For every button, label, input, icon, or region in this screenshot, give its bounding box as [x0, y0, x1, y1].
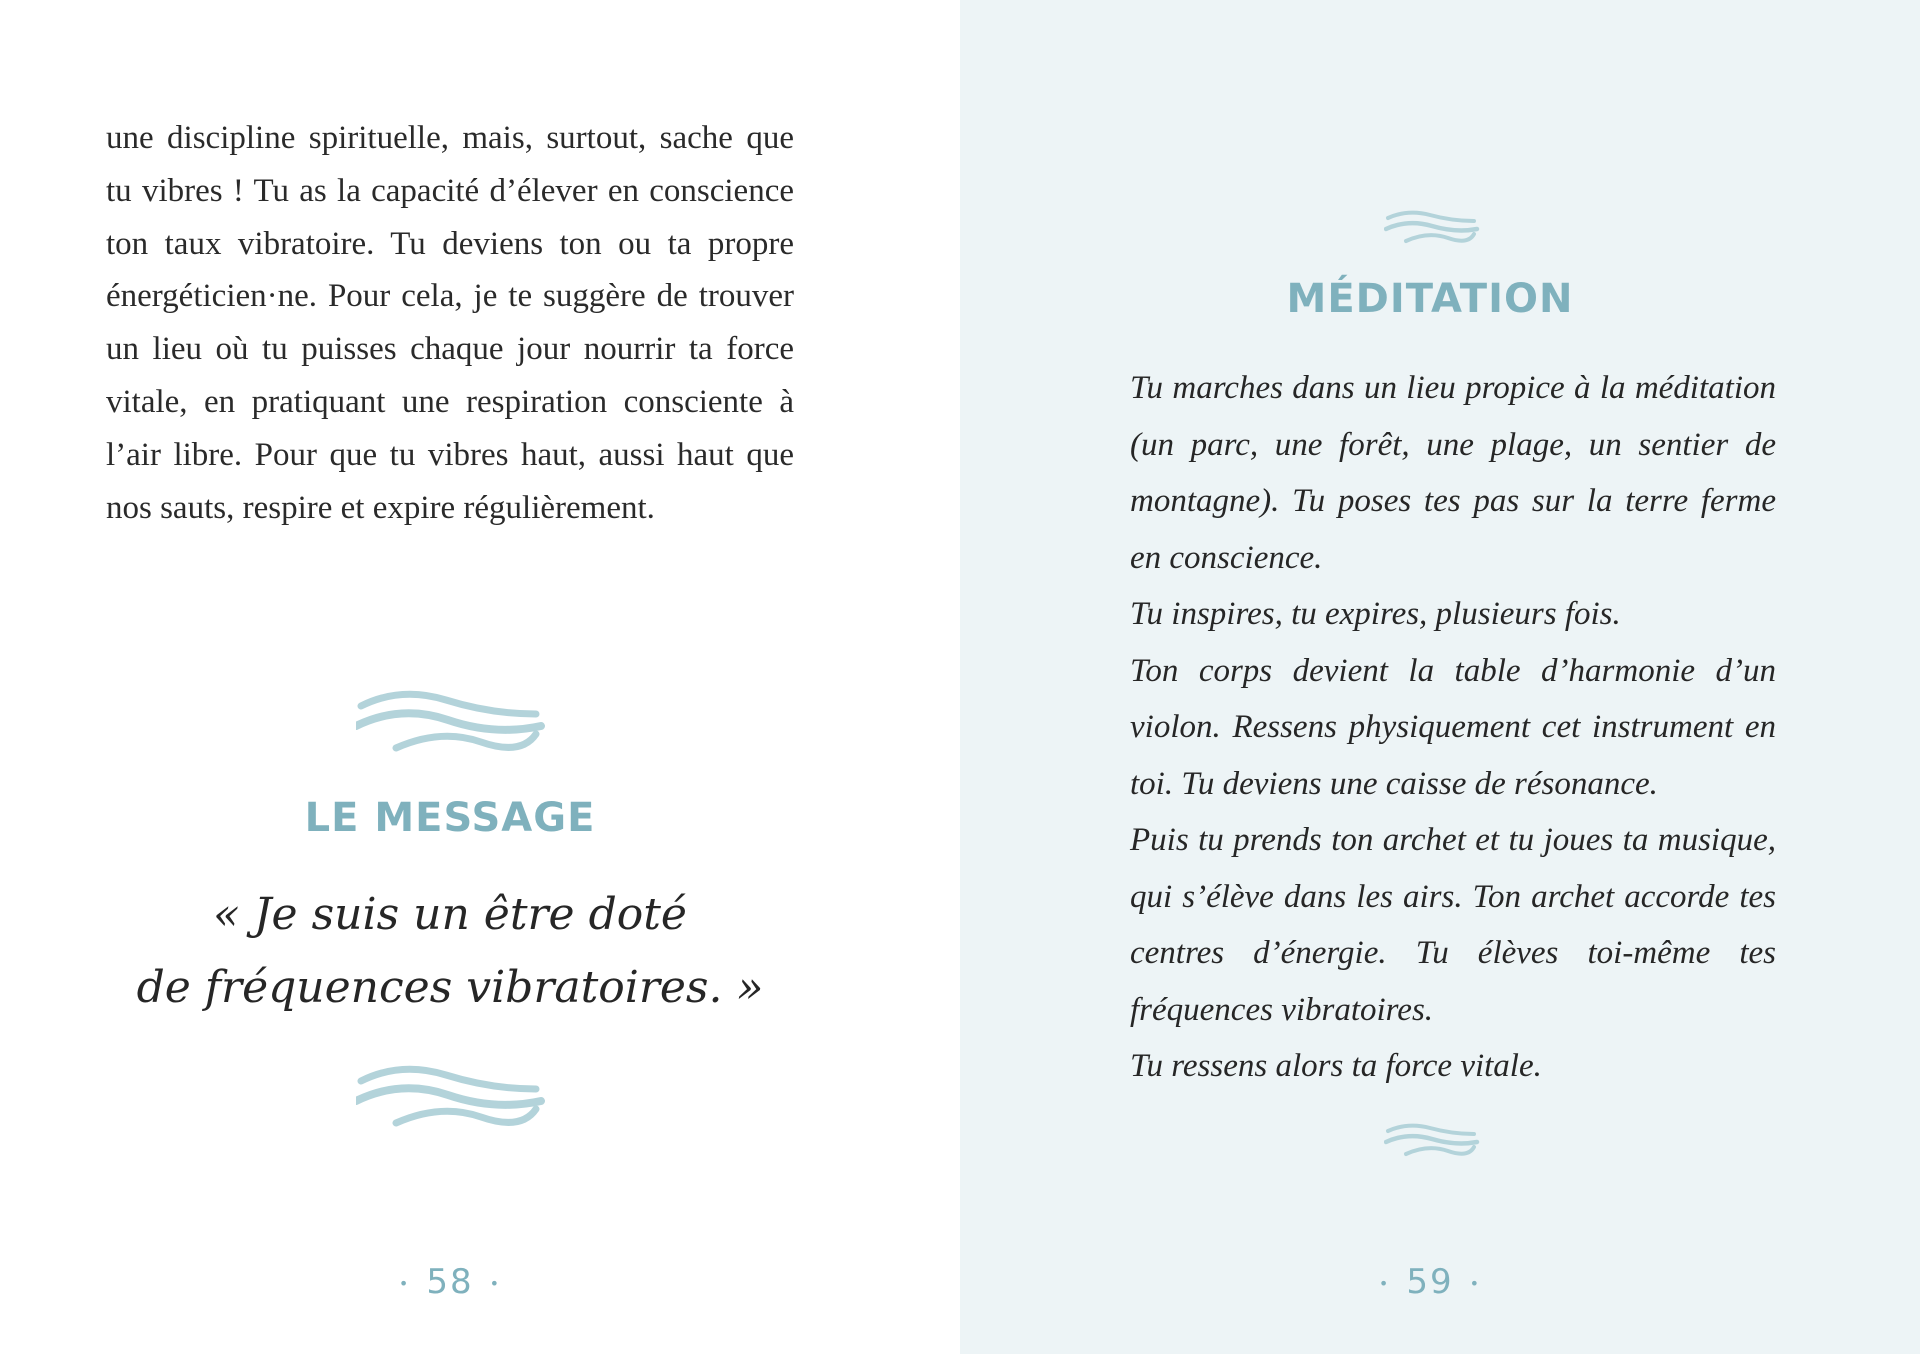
- quote-line: « Je suis un être doté: [213, 889, 687, 940]
- wave-ornament-icon: [356, 686, 546, 756]
- bullet-icon: •: [489, 1274, 502, 1293]
- meditation-paragraph: Tu inspires, tu expires, plusieurs fois.: [1130, 596, 1621, 632]
- body-paragraph: une discipline spirituelle, mais, surtout, sache que tu vibres ! Tu as la capacité d’élever en conscience ton taux vibratoire. Tu deviens ton ou ta propre énergéticien·ne. Pour cela, je te suggère de trouver un lieu où tu puisses chaque jour nourrir ta force vitale, en pratiquant une respiration consciente à l’air libre. Pour que tu vibres haut, aussi haut que nos sauts, respire et expire régulièrement.: [106, 120, 794, 526]
- message-heading: LE MESSAGE: [304, 795, 596, 841]
- meditation-heading: MÉDITATION: [1286, 276, 1574, 322]
- bullet-icon: •: [1378, 1274, 1391, 1293]
- meditation-paragraph: Tu marches dans un lieu propice à la méditation (un parc, une forêt, une plage, un sentier de montagne). Tu poses tes pas sur la terre ferme en conscience.: [1130, 370, 1776, 576]
- wave-ornament-icon: [1384, 207, 1480, 247]
- page-number-value: 59: [1406, 1262, 1454, 1302]
- right-page: [960, 0, 1920, 1354]
- page-number: [0, 1262, 900, 1302]
- meditation-paragraph: Ton corps devient la table d’harmonie d’un violon. Ressens physiquement cet instrument en toi. Tu deviens une caisse de résonance.: [1130, 652, 1776, 802]
- meditation-paragraph: Tu ressens alors ta force vitale.: [1130, 1048, 1542, 1084]
- meditation-text: [1130, 360, 1776, 1095]
- quote-line: de fréquences vibratoires. »: [136, 962, 764, 1013]
- wave-ornament-icon: [356, 1061, 546, 1131]
- bullet-icon: •: [398, 1274, 411, 1293]
- meditation-paragraph: Puis tu prends ton archet et tu joues ta musique, qui s’élève dans les airs. Ton archet accorde tes centres d’énergie. Tu élèves toi-même tes fréquences vibratoires.: [1130, 822, 1776, 1028]
- wave-ornament-icon: [1384, 1120, 1480, 1160]
- page-number-value: 58: [426, 1262, 474, 1302]
- page-number: [960, 1262, 1900, 1302]
- bullet-icon: •: [1469, 1274, 1482, 1293]
- message-quote: [0, 878, 900, 1024]
